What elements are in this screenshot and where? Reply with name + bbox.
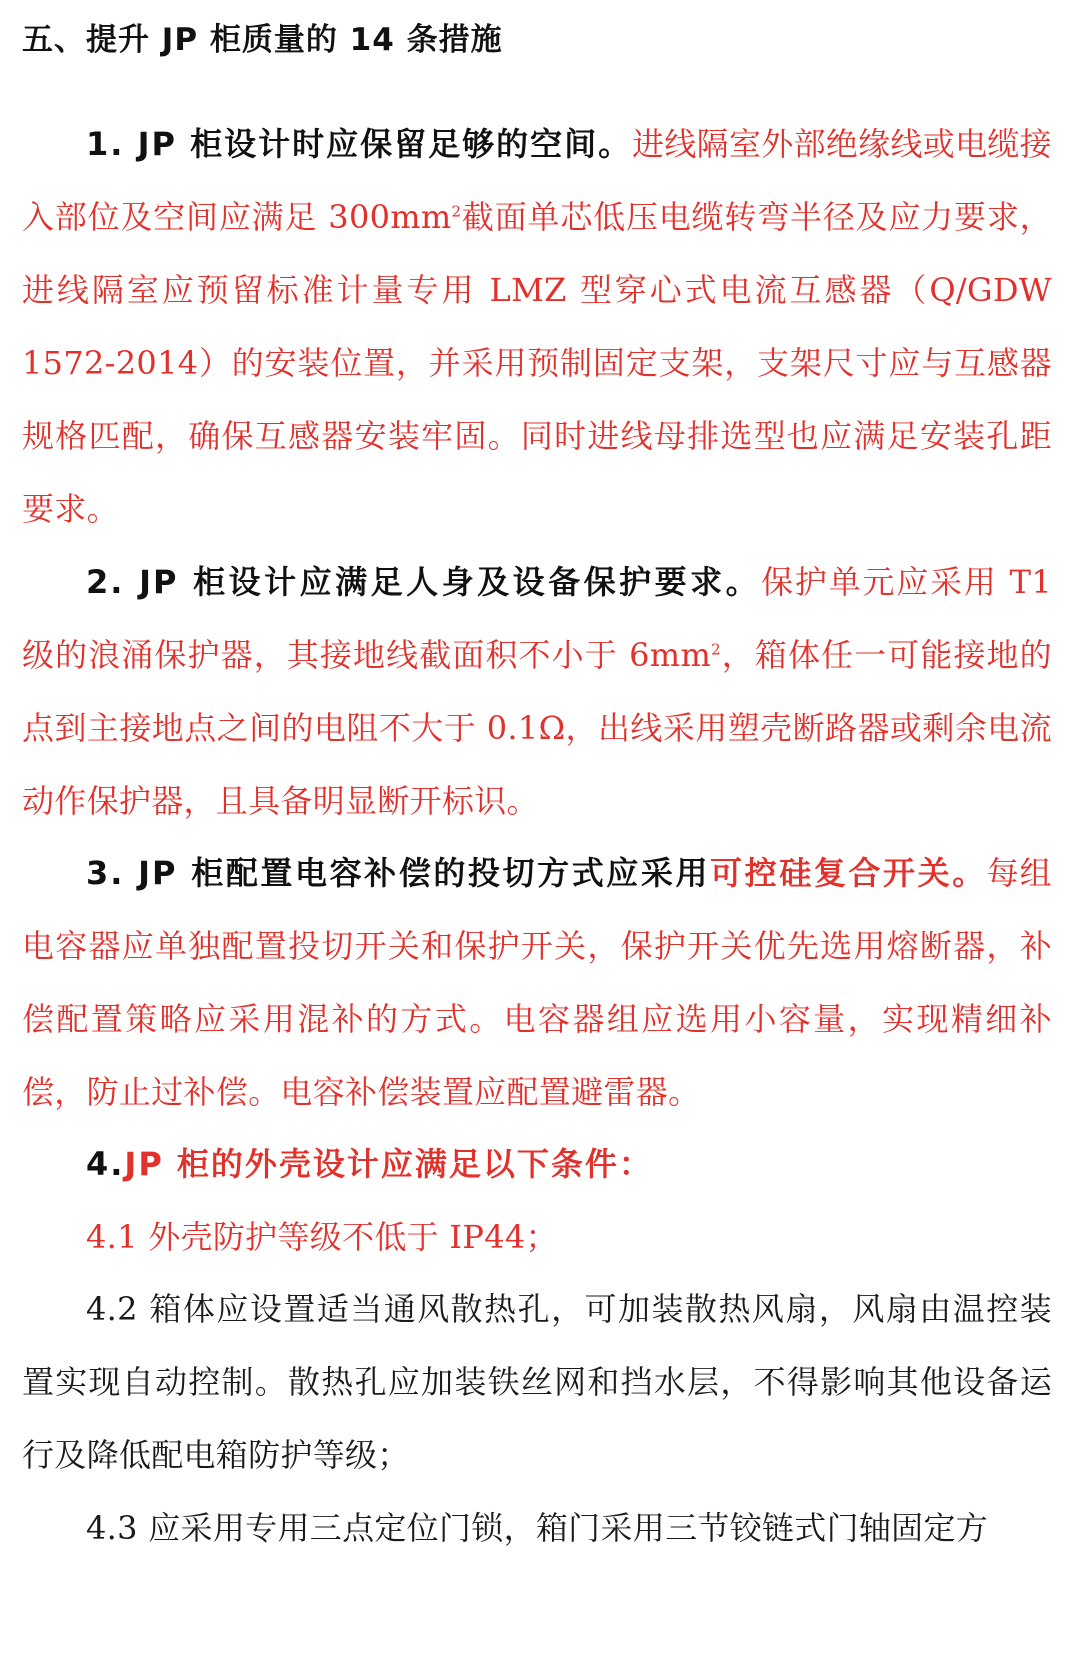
measure-1-body-a: 进线隔室外部绝缘线或电缆接入部位及空间应满足 300mm: [22, 125, 1052, 236]
measure-2-body-b: ，箱体任一可能接地的点到主接地点之间的电阻不大于 0.1Ω，出线采用塑壳断路器或剩余电流动作保护器，且具备明显断开标识。: [22, 636, 1052, 820]
measure-4-title: JP 柜的外壳设计应满足以下条件：: [124, 1145, 653, 1183]
measure-2-paragraph: [22, 546, 1052, 838]
measure-1-body-b: 截面单芯低压电缆转弯半径及应力要求，进线隔室应预留标准计量专用 LMZ 型穿心式电流互感器（Q/GDW 1572-2014）的安装位置，并采用预制固定支架，支架尺寸应与互感器规格匹配，确保互感器安装牢固。同时进线母排选型也应满足安装孔距要求。: [22, 198, 1052, 528]
measure-4-1-text: 4.1 外壳防护等级不低于 IP44；: [86, 1218, 558, 1256]
measure-4-2-text: 4.2 箱体应设置适当通风散热孔，可加装散热风扇，风扇由温控装置实现自动控制。散热孔应加装铁丝网和挡水层，不得影响其他设备运行及降低配电箱防护等级；: [22, 1290, 1052, 1474]
measure-4-1-item: [22, 1201, 1052, 1274]
measure-3-lead: 3. JP 柜配置电容补偿的投切方式应采用: [86, 854, 711, 892]
section-heading: 五、提升 JP 柜质量的 14 条措施: [22, 22, 503, 58]
measure-2-lead: 2. JP 柜设计应满足人身及设备保护要求。: [86, 563, 762, 601]
measure-3-body: 每组电容器应单独配置投切开关和保护开关，保护开关优先选用熔断器，补偿配置策略应采用混补的方式。电容器组应选用小容量，实现精细补偿，防止过补偿。电容补偿装置应配置避雷器。: [22, 854, 1052, 1111]
measure-4-2-item: [22, 1273, 1052, 1492]
measure-4-3-item: [22, 1492, 1052, 1565]
measure-1-lead: 1. JP 柜设计时应保留足够的空间。: [86, 125, 633, 163]
measure-4-heading: [22, 1128, 1052, 1201]
measure-3-paragraph: [22, 837, 1052, 1129]
measure-2-superscript: 2: [711, 640, 721, 659]
measure-3-emphasis: 可控硅复合开关。: [710, 854, 987, 892]
measure-1-superscript: 2: [451, 202, 462, 221]
measure-4-number: 4.: [86, 1145, 125, 1183]
measure-2-body-a: 保护单元应采用 T1 级的浪涌保护器，其接地线截面积不小于 6mm: [22, 563, 1052, 674]
measure-1-paragraph: [22, 108, 1052, 546]
measure-4-3-text: 4.3 应采用专用三点定位门锁，箱门采用三节铰链式门轴固定方: [86, 1509, 989, 1547]
